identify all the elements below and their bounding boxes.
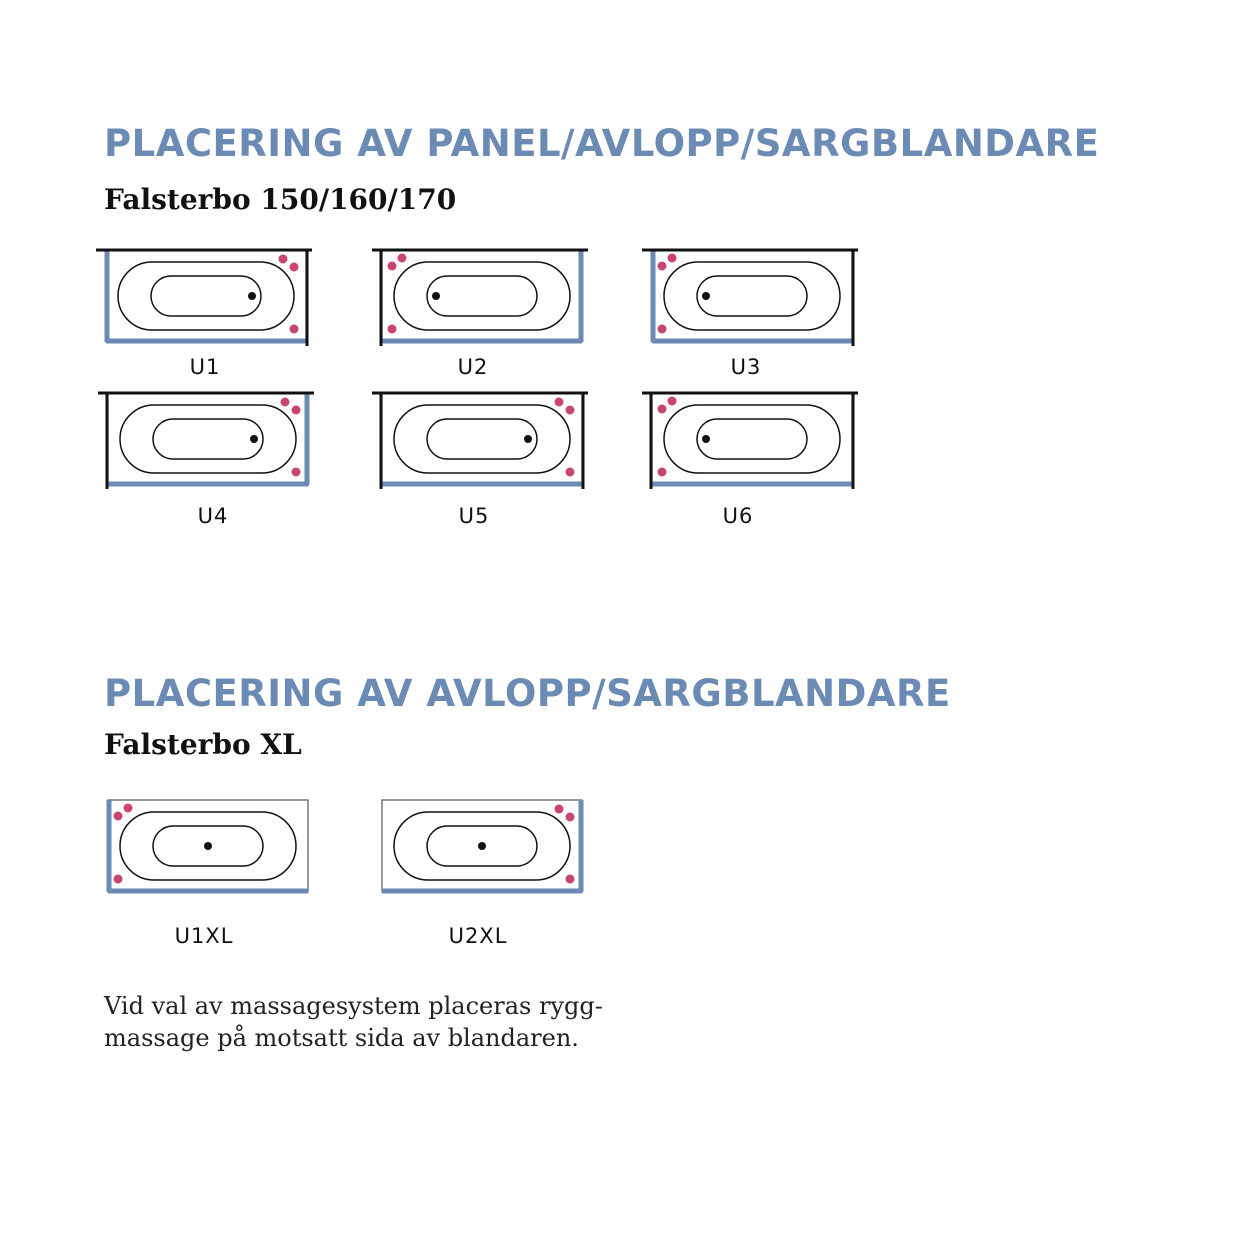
mixer-dot	[124, 804, 133, 813]
mixer-dot	[281, 398, 290, 407]
tub-label-u6: U6	[722, 504, 754, 528]
mixer-dot	[658, 325, 667, 334]
mixer-dot	[114, 875, 123, 884]
drain-icon	[204, 842, 212, 850]
mixer-dot	[388, 325, 397, 334]
mixer-dot	[566, 875, 575, 884]
tub-frame	[652, 250, 852, 342]
mixer-dot	[668, 254, 677, 263]
tub-frame	[382, 393, 582, 485]
mixer-dot	[290, 325, 299, 334]
bathtub-diagram-u2xl	[370, 794, 592, 902]
tub-frame	[382, 250, 582, 342]
drain-icon	[248, 292, 256, 300]
massage-note: Vid val av massagesystem placeras rygg-massage på motsatt sida av blandaren.	[104, 992, 603, 1052]
section1-title: PLACERING AV PANEL/AVLOPP/SARGBLANDARE	[104, 122, 1100, 165]
bathtub-diagram-u1	[94, 244, 316, 352]
tub-label-u2xl: U2XL	[448, 924, 508, 948]
mixer-dot	[279, 255, 288, 264]
tub-label-u1xl: U1XL	[174, 924, 234, 948]
bathtub-diagram-u5	[370, 387, 592, 495]
tub-frame	[106, 250, 306, 342]
mixer-dot	[555, 805, 564, 814]
drain-icon	[702, 292, 710, 300]
section1-subtitle: Falsterbo 150/160/170	[104, 183, 457, 216]
section2-subtitle: Falsterbo XL	[104, 728, 302, 761]
tub-frame	[108, 393, 308, 485]
bathtub-diagram-u1xl	[96, 794, 318, 902]
bathtub-diagram-u3	[640, 244, 862, 352]
section2-title: PLACERING AV AVLOPP/SARGBLANDARE	[104, 672, 951, 715]
mixer-dot	[292, 468, 301, 477]
tub-label-u2: U2	[457, 355, 489, 379]
mixer-dot	[555, 398, 564, 407]
tub-label-u3: U3	[730, 355, 762, 379]
tub-label-u1: U1	[189, 355, 221, 379]
tub-label-u5: U5	[458, 504, 490, 528]
mixer-dot	[566, 406, 575, 415]
mixer-dot	[566, 468, 575, 477]
mixer-dot	[388, 262, 397, 271]
drain-icon	[702, 435, 710, 443]
drain-icon	[524, 435, 532, 443]
mixer-dot	[114, 812, 123, 821]
drain-icon	[250, 435, 258, 443]
tub-frame	[652, 393, 852, 485]
mixer-dot	[398, 254, 407, 263]
mixer-dot	[658, 468, 667, 477]
mixer-dot	[658, 262, 667, 271]
mixer-dot	[566, 813, 575, 822]
drain-icon	[432, 292, 440, 300]
bathtub-diagram-u6	[640, 387, 862, 495]
mixer-dot	[290, 263, 299, 272]
mixer-dot	[668, 397, 677, 406]
bathtub-diagram-u4	[96, 387, 318, 495]
drain-icon	[478, 842, 486, 850]
mixer-dot	[292, 406, 301, 415]
bathtub-diagram-u2	[370, 244, 592, 352]
mixer-dot	[658, 405, 667, 414]
tub-label-u4: U4	[197, 504, 229, 528]
